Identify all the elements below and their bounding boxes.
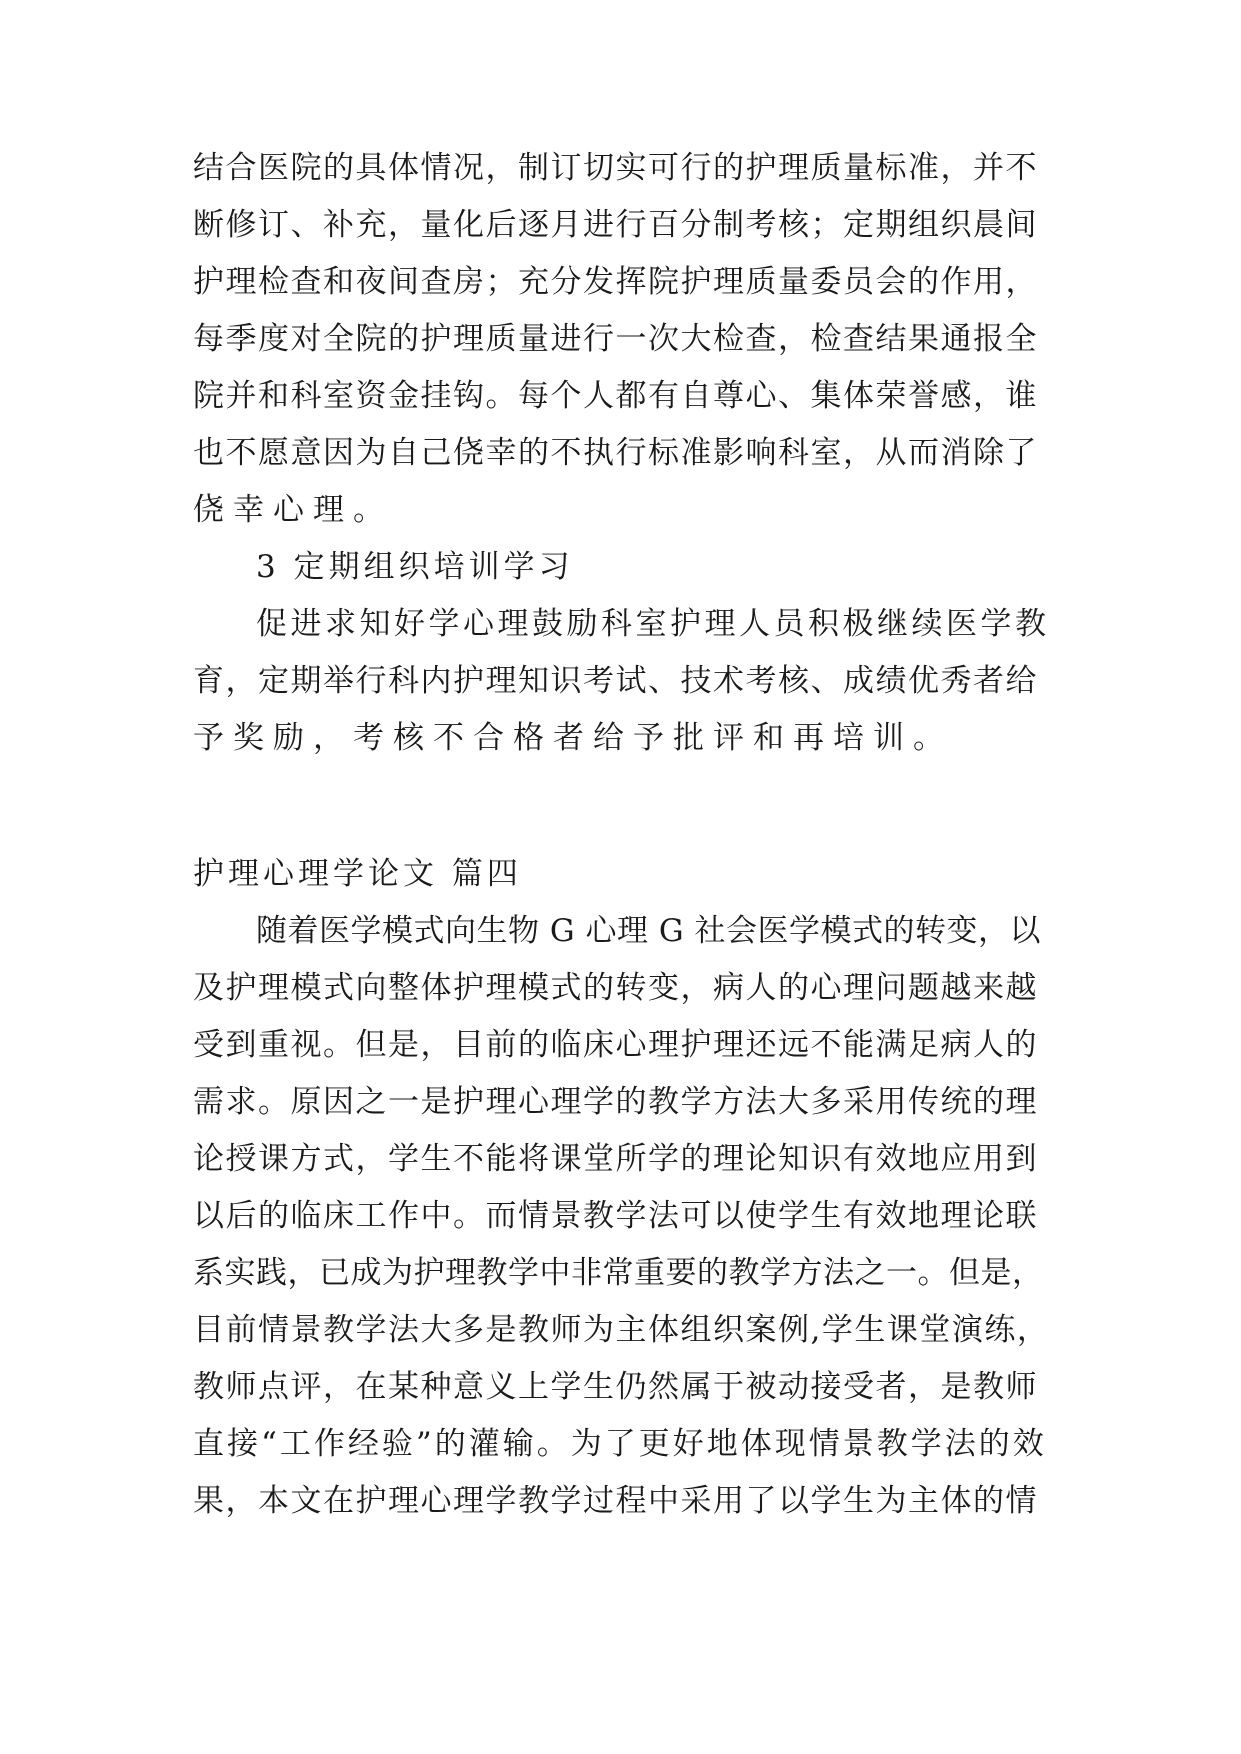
- paragraph-1-line-5: 院并和科室资金挂钩。每个人都有自尊心、集体荣誉感，谁: [193, 378, 1038, 414]
- paragraph-3-line-2: 及护理模式向整体护理模式的转变，病人的心理问题越来越: [193, 970, 1038, 1006]
- paragraph-2-line-1: 促进求知好学心理鼓励科室护理人员积极继续医学教: [256, 606, 1050, 642]
- paragraph-3-line-7: 系实践，已成为护理教学中非常重要的教学方法之一。但是，: [193, 1255, 1044, 1291]
- paragraph-3-line-8: 目前情景教学法大多是教师为主体组织案例,学生课堂演练，: [193, 1312, 1050, 1348]
- paragraph-3-line-9: 教师点评，在某种意义上学生仍然属于被动接受者，是教师: [193, 1369, 1038, 1405]
- paragraph-3-line-10: 直接“工作经验”的灌输。为了更好地体现情景教学法的效: [193, 1426, 1047, 1462]
- paragraph-1-line-7: 侥幸心理。: [193, 492, 393, 528]
- paragraph-3-line-4: 需求。原因之一是护理心理学的教学方法大多采用传统的理: [193, 1084, 1038, 1120]
- paragraph-1-line-4: 每季度对全院的护理质量进行一次大检查，检查结果通报全: [193, 321, 1038, 357]
- chapter-heading: 护理心理学论文 篇四: [193, 856, 522, 892]
- section-3-heading: 3 定期组织培训学习: [256, 549, 574, 585]
- paragraph-3-line-6: 以后的临床工作中。而情景教学法可以使学生有效地理论联: [193, 1198, 1038, 1234]
- paragraph-1-line-2: 断修订、补充，量化后逐月进行百分制考核；定期组织晨间: [193, 207, 1038, 243]
- paragraph-1-line-6: 也不愿意因为自己侥幸的不执行标准影响科室，从而消除了: [193, 435, 1038, 471]
- paragraph-3-line-11: 果，本文在护理心理学教学过程中采用了以学生为主体的情: [193, 1483, 1038, 1519]
- paragraph-3-line-1: 随着医学模式向生物 G 心理 G 社会医学模式的转变，以: [256, 913, 1041, 949]
- paragraph-2-line-2: 育，定期举行科内护理知识考试、技术考核、成绩优秀者给: [193, 663, 1038, 699]
- paragraph-1-line-1: 结合医院的具体情况，制订切实可行的护理质量标准，并不: [193, 150, 1038, 186]
- paragraph-2-line-3: 予奖励，考核不合格者给予批评和再培训。: [193, 720, 953, 756]
- paragraph-3-line-3: 受到重视。但是，目前的临床心理护理还远不能满足病人的: [193, 1027, 1038, 1063]
- paragraph-1-line-3: 护理检查和夜间查房；充分发挥院护理质量委员会的作用，: [193, 264, 1038, 300]
- paragraph-3-line-5: 论授课方式，学生不能将课堂所学的理论知识有效地应用到: [193, 1141, 1038, 1177]
